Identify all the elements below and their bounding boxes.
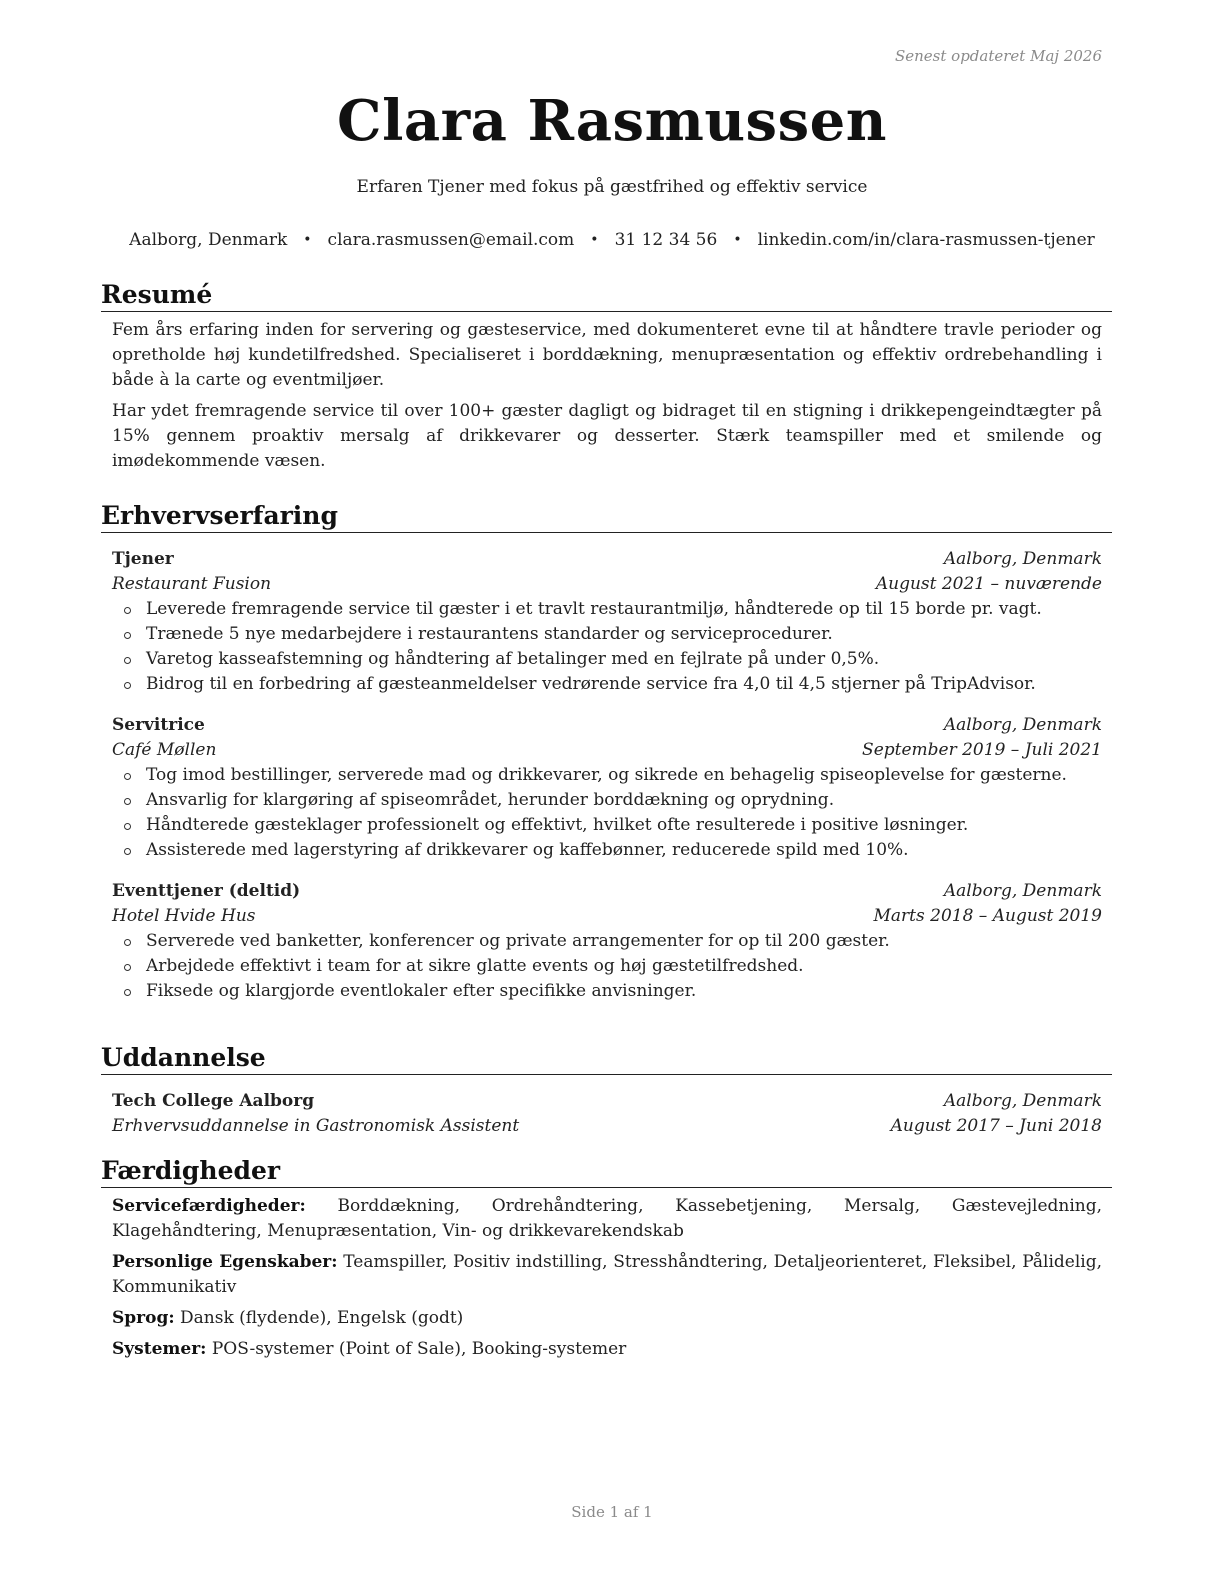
summary-paragraph: Fem års erfaring inden for servering og gæsteservice, med dokumenteret evne til at håndtere travle perioder og opretholde høj kundetilfredshed. Specialiseret i borddækning, menupræsentation og effektiv ordrebehandling i både à la carte og eventmiljøer. [112,320,1102,390]
circle-bullet-icon [124,773,131,780]
bullet-text: Serverede ved banketter, konferencer og private arrangementer for op til 200 gæster. [146,931,890,951]
section-heading-summary: Resumé [101,280,1112,312]
bullet-text: Assisterede med lagerstyring af drikkevarer og kaffebønner, reducerede spild med 10%. [146,840,909,860]
list-item [124,672,1102,697]
skill-group-text: POS-systemer (Point of Sale), Booking-systemer [211,1339,627,1359]
section-heading-skills: Færdigheder [101,1156,1112,1188]
skill-group [112,1306,1102,1331]
skill-group [112,1194,1102,1244]
list-item [124,622,1102,647]
job-location: Aalborg, Denmark [943,715,1102,735]
list-item [124,763,1102,788]
bullet-text: Håndterede gæsteklager professionelt og effektivt, hvilket ofte resulterede i positive løsninger. [146,815,969,835]
circle-bullet-icon [124,657,131,664]
experience-body [101,547,1112,1004]
experience-section [101,501,1112,1004]
entry-header-row [112,713,1102,738]
skill-group-text: Dansk (flydende), Engelsk (godt) [180,1308,464,1328]
skill-group [112,1337,1102,1362]
list-item [124,954,1102,979]
experience-entry [112,713,1102,863]
bullet-list [112,929,1102,1004]
skill-group-text: Teamspiller, Positiv indstilling, Stresshåndtering, Detaljeorienteret, Fleksibel, Pålidelig, Kommunikativ [112,1252,1102,1297]
circle-bullet-icon [124,848,131,855]
list-item [124,929,1102,954]
bullet-separator-icon: • [590,232,599,248]
skill-group [112,1250,1102,1300]
skill-group-text: Borddækning, Ordrehåndtering, Kassebetjening, Mersalg, Gæstevejledning, Klagehåndtering, Menupræsentation, Vin- og drikkevarekendskab [112,1196,1103,1241]
list-item [124,838,1102,863]
skills-section [101,1156,1112,1362]
skill-group-label: Personlige Egenskaber: [112,1252,338,1272]
experience-entry [112,879,1102,1004]
education-dates: August 2017 – Juni 2018 [890,1116,1102,1136]
job-title: Eventtjener (deltid) [112,881,301,901]
education-body [101,1089,1112,1139]
circle-bullet-icon [124,632,131,639]
bullet-text: Trænede 5 nye medarbejdere i restaurantens standarder og serviceprocedurer. [146,624,833,644]
candidate-name: Clara Rasmussen [337,88,887,154]
skill-group-label: Sprog: [112,1308,175,1328]
employer: Hotel Hvide Hus [112,906,256,926]
tagline: Erfaren Tjener med fokus på gæstfrihed og effektiv service [356,177,868,197]
entry-header-row [112,547,1102,572]
skill-group-label: Systemer: [112,1339,207,1359]
circle-bullet-icon [124,964,131,971]
summary-body [101,318,1112,474]
page-number: Side 1 af 1 [571,1503,653,1521]
summary-section [101,280,1112,474]
bullet-text: Arbejdede effektivt i team for at sikre glatte events og høj gæstetilfredshed. [146,956,804,976]
circle-bullet-icon [124,989,131,996]
circle-bullet-icon [124,798,131,805]
section-heading-education: Uddannelse [101,1043,1112,1075]
degree: Erhvervsuddannelse in Gastronomisk Assistent [112,1116,520,1136]
job-dates: Marts 2018 – August 2019 [873,906,1102,926]
list-item [124,788,1102,813]
bullet-text: Varetog kasseafstemning og håndtering af betalinger med en fejlrate på under 0,5%. [146,649,880,669]
entry-subheader-row [112,904,1102,929]
job-dates: August 2021 – nuværende [875,574,1102,594]
skill-group-label: Servicefærdigheder: [112,1196,306,1216]
contact-linkedin[interactable]: linkedin.com/in/clara-rasmussen-tjener [757,230,1095,250]
job-title: Servitrice [112,715,205,735]
circle-bullet-icon [124,939,131,946]
entry-subheader-row [112,572,1102,597]
bullet-text: Tog imod bestillinger, serverede mad og drikkevarer, og sikrede en behagelig spiseoplevelse for gæsterne. [146,765,1067,785]
bullet-text: Fiksede og klargjorde eventlokaler efter specifikke anvisninger. [146,981,697,1001]
bullet-separator-icon: • [303,232,312,248]
employer: Restaurant Fusion [112,574,272,594]
school-location: Aalborg, Denmark [943,1091,1102,1111]
job-location: Aalborg, Denmark [943,549,1102,569]
school-name: Tech College Aalborg [112,1091,315,1111]
list-item [124,813,1102,838]
list-item [124,597,1102,622]
contact-phone[interactable]: 31 12 34 56 [614,230,718,250]
list-item [124,647,1102,672]
bullet-text: Bidrog til en forbedring af gæsteanmeldelser vedrørende service fra 4,0 til 4,5 stjerner på TripAdvisor. [146,674,1036,694]
circle-bullet-icon [124,607,131,614]
last-updated: Senest opdateret Maj 2026 [894,47,1102,65]
skills-body [101,1194,1112,1362]
bullet-text: Ansvarlig for klargøring af spiseområdet, herunder borddækning og oprydning. [146,790,835,810]
entry-header-row [112,1089,1102,1114]
entry-subheader-row [112,738,1102,763]
summary-paragraph: Har ydet fremragende service til over 100+ gæster dagligt og bidraget til en stigning i drikkepengeindtægter på 15% gennem proaktiv mersalg af drikkevarer og desserter. Stærk teamspiller med et smilende og imødekommende væsen. [112,401,1102,471]
experience-entry [112,547,1102,697]
contact-line [0,230,1224,250]
circle-bullet-icon [124,682,131,689]
employer: Café Møllen [112,740,217,760]
circle-bullet-icon [124,823,131,830]
bullet-list [112,763,1102,863]
contact-email[interactable]: clara.rasmussen@email.com [327,230,575,250]
contact-location: Aalborg, Denmark [129,230,288,250]
job-title: Tjener [112,549,174,569]
bullet-text: Leverede fremragende service til gæster i et travlt restaurantmiljø, håndterede op til 15 borde pr. vagt. [146,599,1042,619]
bullet-separator-icon: • [733,232,742,248]
job-dates: September 2019 – Juli 2021 [862,740,1102,760]
bullet-list [112,597,1102,697]
entry-header-row [112,879,1102,904]
job-location: Aalborg, Denmark [943,881,1102,901]
section-heading-experience: Erhvervserfaring [101,501,1112,533]
list-item [124,979,1102,1004]
entry-subheader-row [112,1114,1102,1139]
education-section [101,1043,1112,1139]
education-entry [112,1089,1102,1139]
